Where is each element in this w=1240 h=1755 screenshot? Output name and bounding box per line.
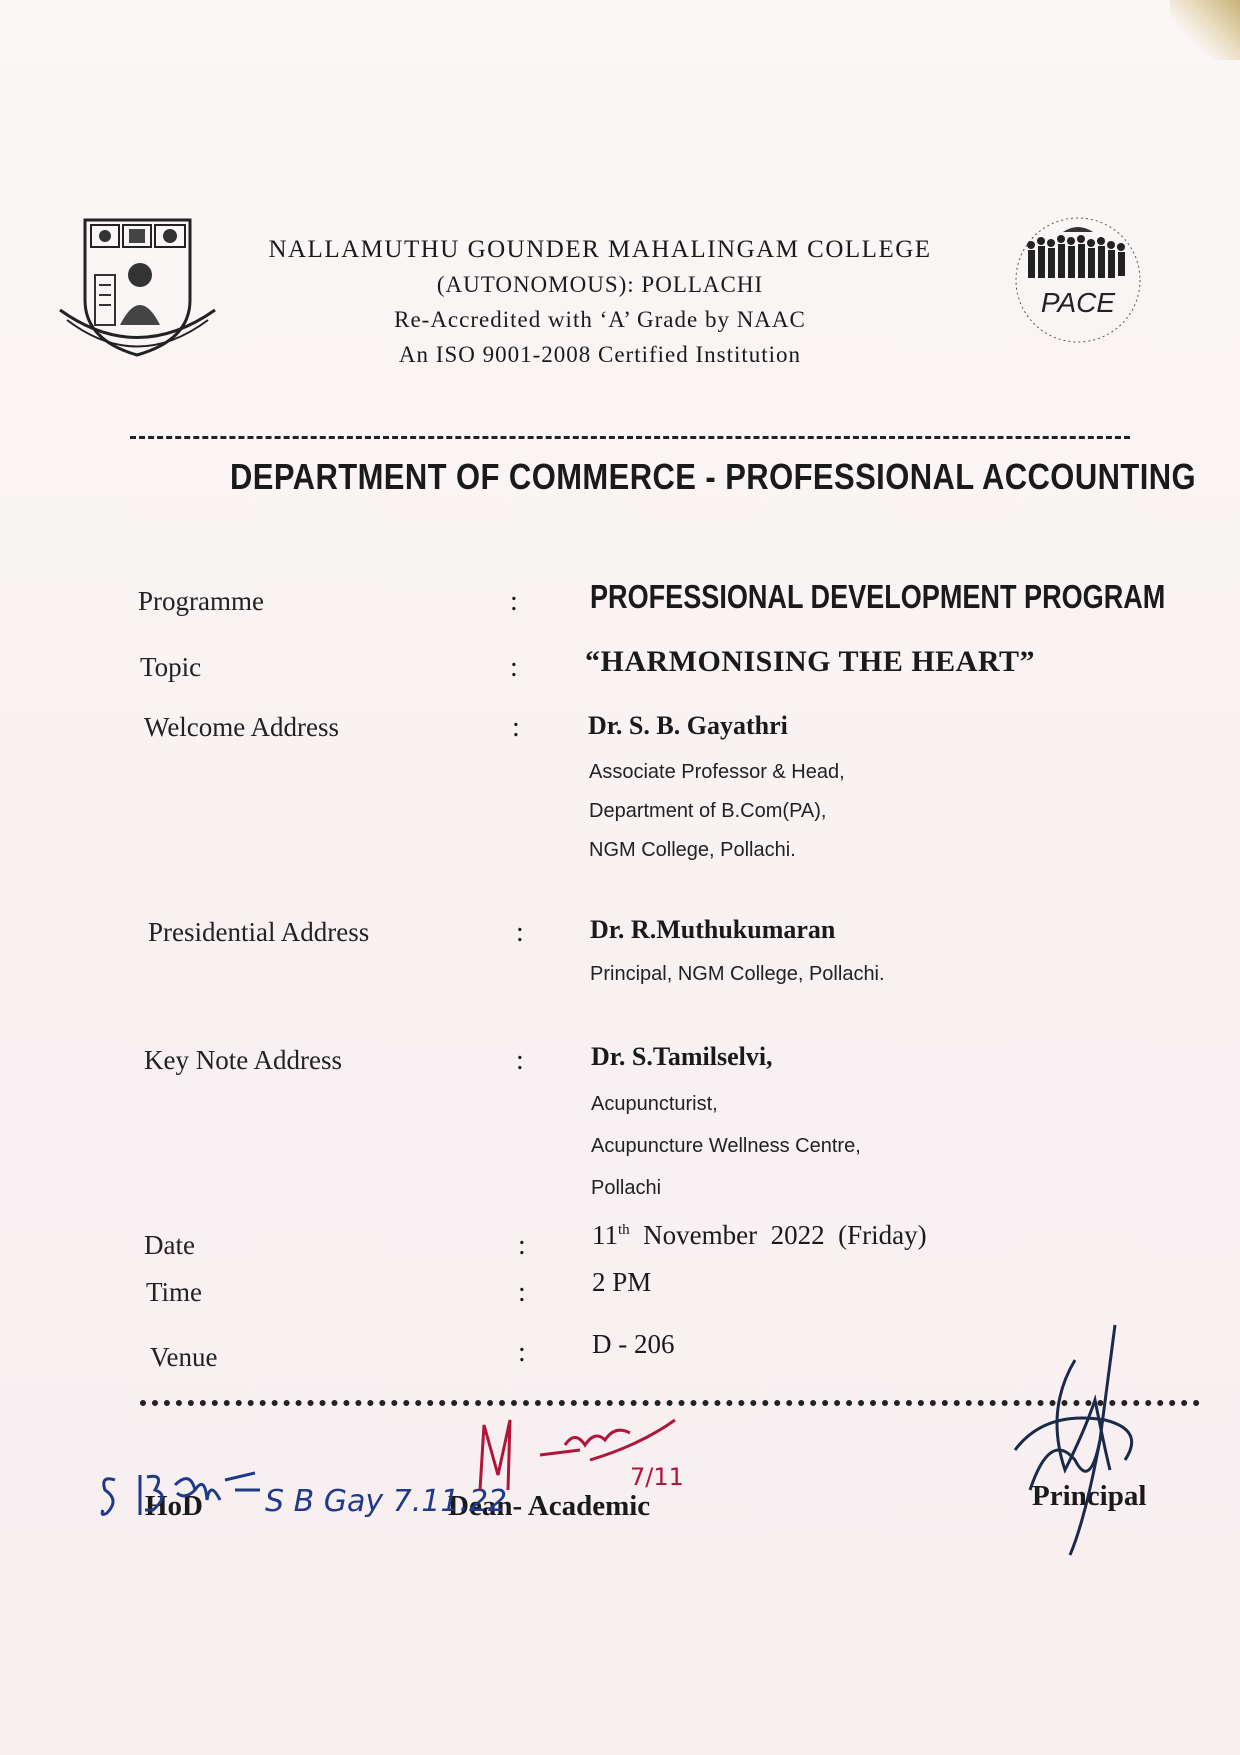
header-divider xyxy=(130,436,1130,439)
programme-value: PROFESSIONAL DEVELOPMENT PROGRAM xyxy=(590,578,1166,615)
programme-label: Programme xyxy=(138,586,264,616)
welcome-speaker-name: Dr. S. B. Gayathri xyxy=(588,711,788,740)
time-value: 2 PM xyxy=(592,1267,652,1297)
hod-signature-label: HoD xyxy=(145,1490,203,1522)
presidential-address-colon: : xyxy=(516,917,524,948)
keynote-address-label: Key Note Address xyxy=(144,1045,342,1075)
college-header xyxy=(230,232,970,372)
date-rest: November 2022 (Friday) xyxy=(643,1220,927,1250)
topic-colon: : xyxy=(510,652,518,683)
welcome-speaker-institution: NGM College, Pollachi. xyxy=(589,839,796,861)
keynote-speaker-name: Dr. S.Tamilselvi, xyxy=(591,1042,773,1071)
dean-handwritten-date: 7/11 xyxy=(630,1463,684,1491)
college-name: NALLAMUTHU GOUNDER MAHALINGAM COLLEGE xyxy=(268,236,932,263)
keynote-address-colon: : xyxy=(516,1045,524,1076)
welcome-address-colon: : xyxy=(512,712,520,743)
venue-colon: : xyxy=(518,1337,526,1368)
pace-association-logo xyxy=(1008,210,1148,360)
presidential-address-label: Presidential Address xyxy=(148,917,370,947)
college-iso: An ISO 9001-2008 Certified Institution xyxy=(398,342,802,367)
hod-handwritten-signature xyxy=(95,1455,508,1535)
principal-handwritten-signature xyxy=(1005,1320,1155,1560)
pace-logo-text: PACE xyxy=(1040,287,1116,318)
date-suffix: th xyxy=(618,1222,630,1238)
date-value xyxy=(592,1220,927,1251)
time-label: Time xyxy=(146,1277,203,1307)
welcome-speaker-department: Department of B.Com(PA), xyxy=(589,800,827,822)
department-title: DEPARTMENT OF COMMERCE - PROFESSIONAL ACCOUNTING xyxy=(230,456,1197,497)
welcome-speaker-designation: Associate Professor & Head, xyxy=(589,761,845,783)
dean-signature-label: Dean- Academic xyxy=(448,1490,651,1522)
programme-colon: : xyxy=(510,586,518,617)
presidential-speaker-name: Dr. R.Muthukumaran xyxy=(590,915,836,944)
keynote-speaker-organization: Acupuncture Wellness Centre, xyxy=(591,1135,861,1157)
topic-value: “HARMONISING THE HEART” xyxy=(585,645,1035,678)
venue-label: Venue xyxy=(150,1342,218,1372)
college-status: (AUTONOMOUS): POLLACHI xyxy=(436,272,764,297)
time-colon: : xyxy=(518,1277,526,1308)
date-day: 11 xyxy=(592,1220,618,1250)
college-emblem-logo xyxy=(55,215,220,360)
date-label: Date xyxy=(144,1230,195,1260)
dean-handwritten-signature xyxy=(470,1405,690,1505)
page-corner-fold xyxy=(1170,0,1240,60)
keynote-speaker-city: Pollachi xyxy=(591,1177,662,1199)
presidential-speaker-designation: Principal, NGM College, Pollachi. xyxy=(590,963,885,985)
venue-value: D - 206 xyxy=(592,1329,675,1359)
welcome-address-label: Welcome Address xyxy=(144,712,340,742)
hod-handwritten-date: S B Gay 7.11.22 xyxy=(265,1484,508,1519)
topic-label: Topic xyxy=(140,652,202,682)
keynote-speaker-designation: Acupuncturist, xyxy=(591,1093,718,1115)
principal-signature-label: Principal xyxy=(1032,1480,1147,1512)
date-colon: : xyxy=(518,1230,526,1261)
college-accreditation: Re-Accredited with ‘A’ Grade by NAAC xyxy=(394,307,806,332)
